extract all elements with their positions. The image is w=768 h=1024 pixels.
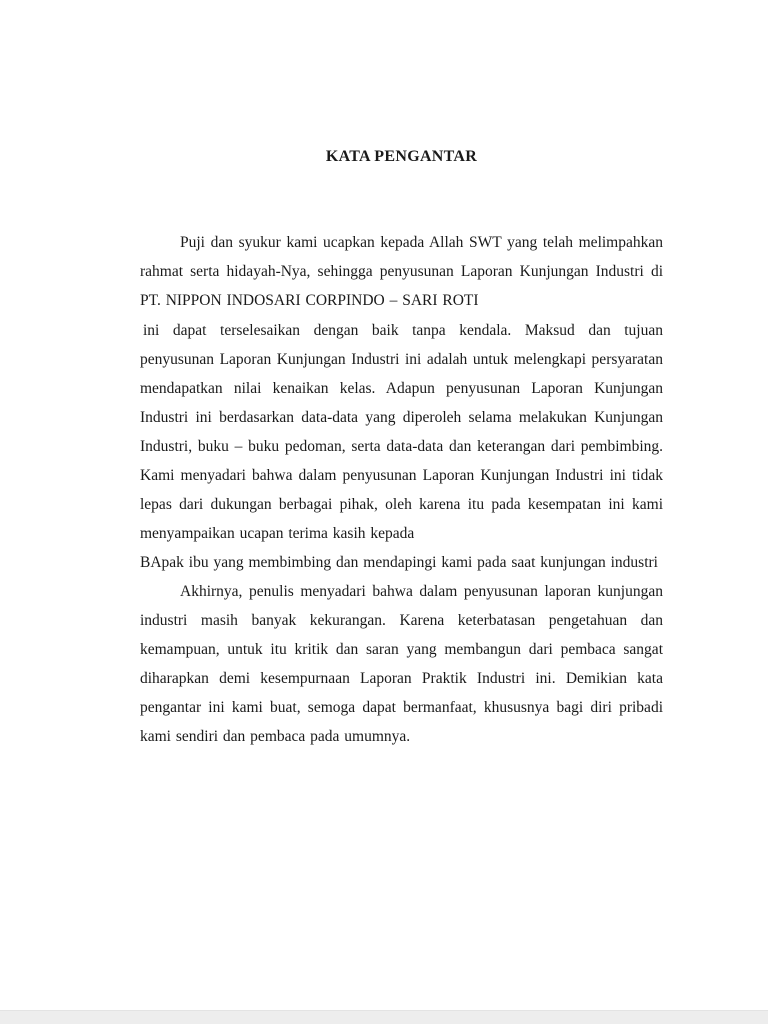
paragraph-body: ini dapat terselesaikan dengan baik tanpa kendala. Maksud dan tujuan penyusunan Laporan Kunjungan Industri ini adalah untuk melengkapi persyaratan mendapatkan nilai kenaikan kelas. Adapun penyusunan Laporan Kunjungan Industri ini berdasarkan data-data yang diperoleh selama melakukan Kunjungan Industri, buku – buku pedoman, serta data-data dan keterangan dari pembimbing. Kami menyadari bahwa dalam penyusunan Laporan Kunjungan Industri ini tidak lepas dari dukungan berbagai pihak, oleh karena itu pada kesempatan ini kami menyampaikan ucapan terima kasih kepada — [140, 322, 663, 542]
page-bottom-strip — [0, 1010, 768, 1024]
paragraph-opening: Puji dan syukur kami ucapkan kepada Allah SWT yang telah melimpahkan rahmat serta hidayah-Nya, sehingga penyusunan Laporan Kunjungan Industri di PT. NIPPON INDOSARI CORPINDO – SARI ROTI — [140, 234, 663, 309]
paragraph-acknowledgement-line: BApak ibu yang membimbing dan mendapingi kami pada saat kunjungan industri — [140, 554, 658, 571]
document-title: KATA PENGANTAR — [325, 148, 478, 165]
paragraph-closing: Akhirnya, penulis menyadari bahwa dalam penyusunan laporan kunjungan industri masih banyak kekurangan. Karena keterbatasan pengetahuan dan kemampuan, untuk itu kritik dan saran yang membangun dari pembaca sangat diharapkan demi kesempurnaan Laporan Praktik Industri ini. Demikian kata pengantar ini kami buat, semoga dapat bermanfaat, khususnya bagi diri pribadi kami sendiri dan pembaca pada umumnya. — [140, 583, 663, 745]
